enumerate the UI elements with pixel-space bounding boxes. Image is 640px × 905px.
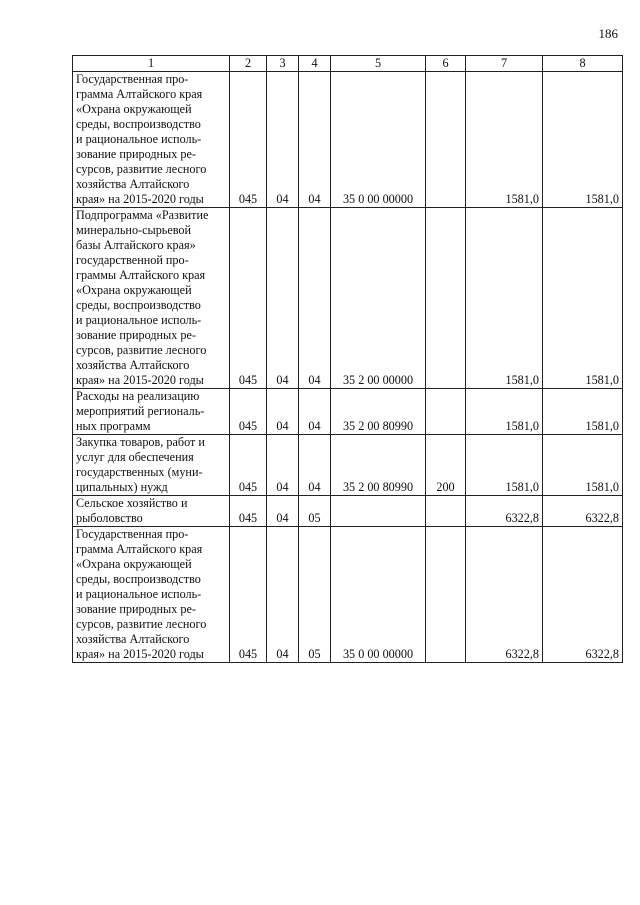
row-amount-2: 1581,0 bbox=[543, 72, 623, 208]
header-col-2: 2 bbox=[230, 56, 267, 72]
table-row bbox=[73, 208, 623, 389]
row-expense-type bbox=[426, 389, 466, 435]
row-amount-2: 1581,0 bbox=[543, 389, 623, 435]
row-subsection-code: 04 bbox=[299, 208, 331, 389]
row-name: Государственная про- грамма Алтайского края «Охрана окружающей среды, воспроизводство и рациональное исполь- зование природных ре- сурсов, развитие лесного хозяйства Алтайского края» на 2015-2020 годы bbox=[73, 72, 230, 208]
row-target-code: 35 2 00 80990 bbox=[331, 435, 426, 496]
row-expense-type: 200 bbox=[426, 435, 466, 496]
row-amount-1: 1581,0 bbox=[466, 72, 543, 208]
row-name: Сельское хозяйство и рыболовство bbox=[73, 496, 230, 527]
row-expense-type bbox=[426, 208, 466, 389]
row-name: Государственная про- грамма Алтайского края «Охрана окружающей среды, воспроизводство и рациональное исполь- зование природных ре- сурсов, развитие лесного хозяйства Алтайского края» на 2015-2020 годы bbox=[73, 527, 230, 663]
page-number: 186 bbox=[598, 26, 618, 41]
row-admin-code: 045 bbox=[230, 496, 267, 527]
header-col-6: 6 bbox=[426, 56, 466, 72]
header-row bbox=[73, 56, 623, 72]
row-subsection-code: 05 bbox=[299, 496, 331, 527]
header-col-7: 7 bbox=[466, 56, 543, 72]
row-target-code bbox=[331, 496, 426, 527]
row-section-code: 04 bbox=[267, 389, 299, 435]
row-amount-1: 6322,8 bbox=[466, 527, 543, 663]
row-subsection-code: 05 bbox=[299, 527, 331, 663]
row-name: Закупка товаров, работ и услуг для обеспечения государственных (муни- ципальных) нужд bbox=[73, 435, 230, 496]
row-amount-1: 6322,8 bbox=[466, 496, 543, 527]
row-name: Подпрограмма «Развитие минерально-сырьевой базы Алтайского края» государственной про- граммы Алтайского края «Охрана окружающей среды, воспроизводство и рациональное исполь- зование природных ре- сурсов, развитие лесного хозяйства Алтайского края» на 2015-2020 годы bbox=[73, 208, 230, 389]
row-admin-code: 045 bbox=[230, 72, 267, 208]
row-target-code: 35 2 00 80990 bbox=[331, 389, 426, 435]
row-section-code: 04 bbox=[267, 435, 299, 496]
row-expense-type bbox=[426, 72, 466, 208]
row-section-code: 04 bbox=[267, 496, 299, 527]
header-col-3: 3 bbox=[267, 56, 299, 72]
row-admin-code: 045 bbox=[230, 389, 267, 435]
header-col-8: 8 bbox=[543, 56, 623, 72]
row-amount-1: 1581,0 bbox=[466, 435, 543, 496]
header-col-5: 5 bbox=[331, 56, 426, 72]
table-row bbox=[73, 527, 623, 663]
row-target-code: 35 0 00 00000 bbox=[331, 527, 426, 663]
row-subsection-code: 04 bbox=[299, 72, 331, 208]
table-row bbox=[73, 496, 623, 527]
header-col-4: 4 bbox=[299, 56, 331, 72]
row-name: Расходы на реализацию мероприятий региональ- ных программ bbox=[73, 389, 230, 435]
table-row bbox=[73, 389, 623, 435]
row-expense-type bbox=[426, 527, 466, 663]
budget-table bbox=[72, 55, 623, 663]
row-amount-2: 1581,0 bbox=[543, 208, 623, 389]
row-admin-code: 045 bbox=[230, 435, 267, 496]
header-col-1: 1 bbox=[73, 56, 230, 72]
row-subsection-code: 04 bbox=[299, 389, 331, 435]
row-amount-2: 6322,8 bbox=[543, 527, 623, 663]
row-amount-1: 1581,0 bbox=[466, 208, 543, 389]
row-admin-code: 045 bbox=[230, 527, 267, 663]
row-amount-2: 1581,0 bbox=[543, 435, 623, 496]
row-target-code: 35 2 00 00000 bbox=[331, 208, 426, 389]
table-row bbox=[73, 435, 623, 496]
row-amount-1: 1581,0 bbox=[466, 389, 543, 435]
row-expense-type bbox=[426, 496, 466, 527]
row-subsection-code: 04 bbox=[299, 435, 331, 496]
row-admin-code: 045 bbox=[230, 208, 267, 389]
row-amount-2: 6322,8 bbox=[543, 496, 623, 527]
row-section-code: 04 bbox=[267, 208, 299, 389]
row-section-code: 04 bbox=[267, 527, 299, 663]
row-target-code: 35 0 00 00000 bbox=[331, 72, 426, 208]
table-row bbox=[73, 72, 623, 208]
row-section-code: 04 bbox=[267, 72, 299, 208]
